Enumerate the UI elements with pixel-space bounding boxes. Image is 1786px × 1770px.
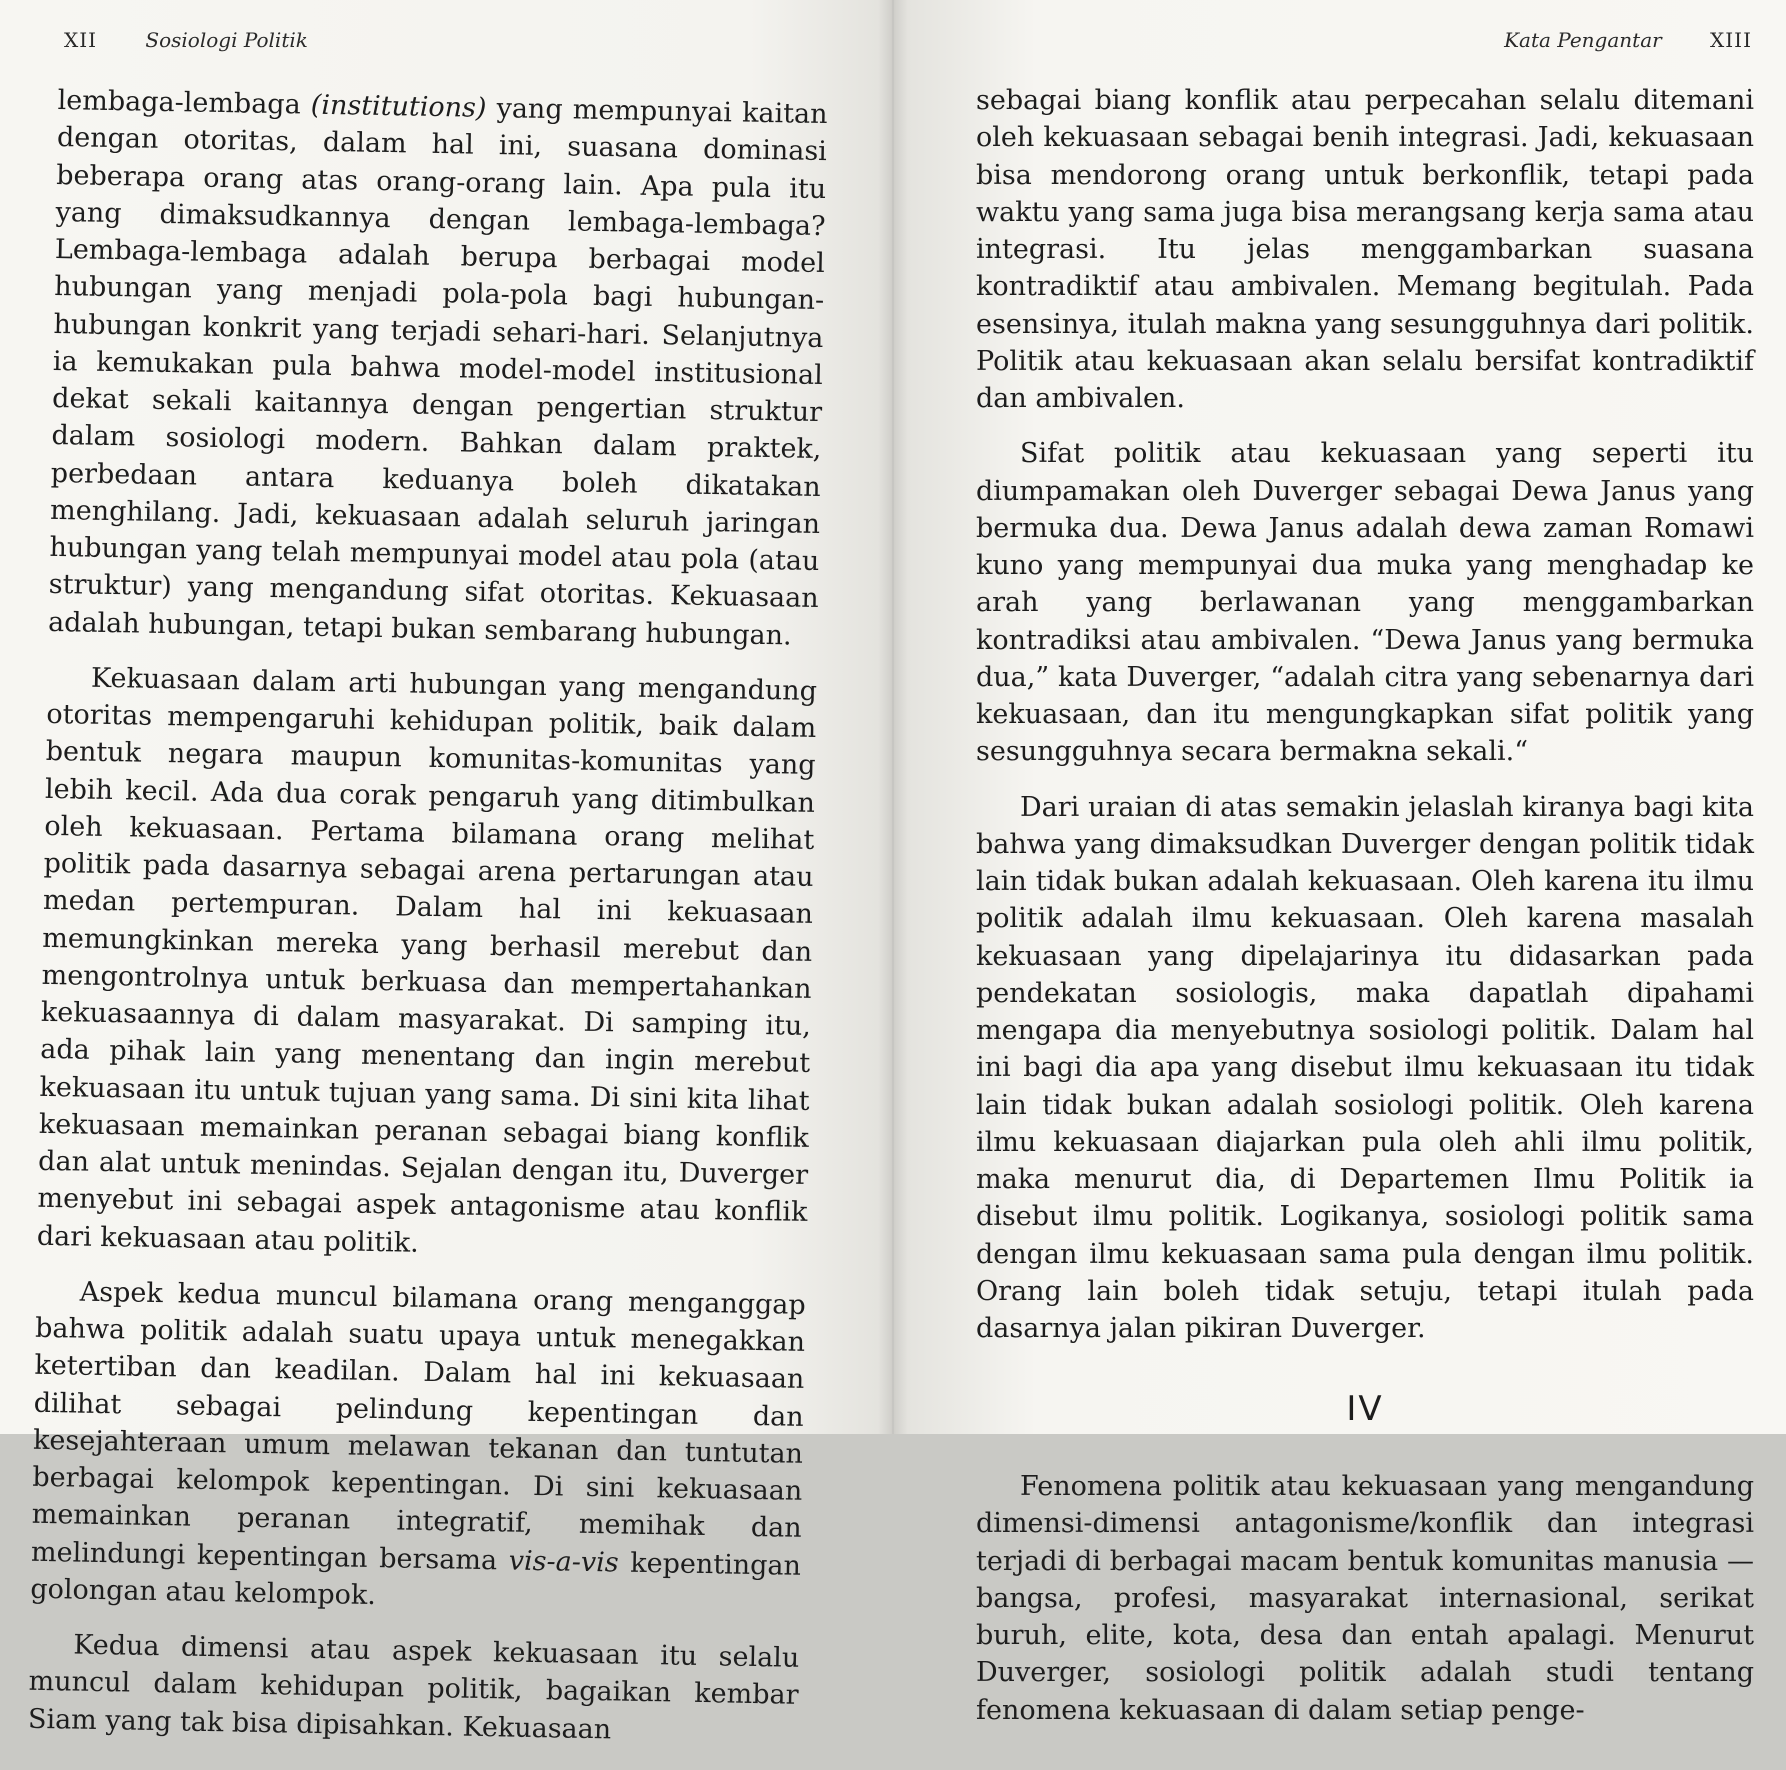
- right-paragraph-2: Sifat politik atau kekuasaan yang seperti itu diumpamakan oleh Duverger sebagai Dewa Janus yang bermuka dua. Dewa Janus adalah dewa zaman Romawi kuno yang mempunyai dua muka yang menghadap ke arah yang berlawanan yang menggambarkan kontradiksi atau ambivalen. “Dewa Janus yang bermuka dua,” kata Duverger, “adalah citra yang sebenarnya dari kekuasaan, dan itu mengungkapkan sifat politik yang sesungguhnya secara bermakna sekali.“: [976, 438, 1754, 768]
- left-paragraph-1-suffix: yang mempunyai kaitan dengan otoritas, dalam hal ini, suasana dominasi beberapa orang atas orang-orang lain. Apa pula itu yang dimaksudkannya dengan lembaga-lembaga? Lembaga-lembaga adalah berupa berbagai model hubungan yang menjadi pola-pola bagi hubungan-hubungan konkrit yang terjadi sehari-hari. Selanjutnya ia kemukakan pula bahwa model-model institusional dekat sekali kaitannya dengan pengertian struktur dalam sosiologi modern. Bahkan dalam praktek, perbedaan antara keduanya boleh dikatakan menghilang. Jadi, kekuasaan adalah seluruh jaringan hubungan yang telah mempunyai model atau pola (atau struktur) yang mengandung sifat otoritas. Kekuasaan adalah hubungan, tetapi bukan sembarang hubungan.: [47, 92, 828, 652]
- left-paragraph-3-prefix: Aspek kedua muncul bilamana orang menganggap bahwa politik adalah suatu upaya untuk menegakkan ketertiban dan keadilan. Dalam hal ini kekuasaan dilihat sebagai pelindung kepentingan dan kesejahteraan umum melawan tekanan dan tuntutan berbagai kelompok kepentingan. Di sini kekuasaan memainkan peranan integratif, memihak dan melindungi kepentingan bersama: [30, 1276, 806, 1577]
- left-paragraph-4: Kedua dimensi atau aspek kekuasaan itu selalu muncul dalam kehidupan politik, bagaikan kembar Siam yang tak bisa dipisahkan. Kekuasaan: [27, 1629, 800, 1745]
- right-page-number: XIII: [1710, 28, 1752, 52]
- right-page: [894, 0, 1786, 1726]
- left-paragraph-3-suffix: kepentingan golongan atau kelompok.: [30, 1547, 802, 1611]
- left-book-title: Sosiologi Politik: [145, 28, 308, 52]
- section-marker-iv: IV: [1346, 1389, 1384, 1430]
- right-chapter-title: Kata Pengantar: [1504, 28, 1662, 52]
- right-paragraph-1: sebagai biang konflik atau perpecahan selalu ditemani oleh kekuasaan sebagai benih integrasi. Jadi, kekuasaan bisa mendorong orang untuk berkonflik, tetapi pada waktu yang sama juga bisa merangsang kerja sama atau integrasi. Itu jelas menggambarkan suasana kontradiktif atau ambivalen. Memang begitulah. Pada esensinya, itulah makna yang sesungguhnya dari politik. Politik atau kekuasaan akan selalu bersifat kontradiktif dan ambivalen.: [976, 85, 1754, 414]
- left-paragraph-1: [48, 82, 828, 655]
- left-page-text: [27, 82, 828, 1770]
- left-paragraph-1-prefix: lembaga-lembaga: [57, 84, 312, 121]
- left-paragraph-3-italic-term: vis-a-vis: [508, 1545, 619, 1579]
- left-page-number: XII: [64, 28, 98, 52]
- right-page-header: [1504, 28, 1752, 52]
- left-page: [0, 0, 892, 1745]
- left-paragraph-3: [30, 1273, 806, 1622]
- right-page-text: [976, 82, 1754, 1747]
- left-paragraph-2: Kekuasaan dalam arti hubungan yang mengandung otoritas mempengaruhi kehidupan politik, baik dalam bentuk negara maupun komunitas-komunitas yang lebih kecil. Ada dua corak pengaruh yang ditimbulkan oleh kekuasaan. Pertama bilamana orang melihat politik pada dasarnya sebagai arena pertarungan atau medan pertempuran. Dalam hal ini kekuasaan memungkinkan mereka yang berhasil merebut dan mengontrolnya untuk berkuasa dan mempertahankan kekuasaannya di dalam masyarakat. Di samping itu, ada pihak lain yang menentang dan ingin merebut kekuasaan itu untuk tujuan yang sama. Di sini kita lihat kekuasaan memainkan peranan sebagai biang konflik dan alat untuk menindas. Sejalan dengan itu, Duverger menyebut ini sebagai aspek antagonisme atau konflik dari kekuasaan atau politik.: [36, 662, 818, 1259]
- right-paragraph-3: Dari uraian di atas semakin jelaslah kiranya bagi kita bahwa yang dimaksudkan Duverger dengan politik tidak lain tidak bukan adalah kekuasaan. Oleh karena itu ilmu politik adalah ilmu kekuasaan. Oleh karena masalah kekuasaan yang dipelajarinya itu didasarkan pada pendekatan sosiologis, maka dapatlah dipahami mengapa dia menyebutnya sosiologi politik. Dalam hal ini bagi dia apa yang disebut ilmu kekuasaan itu tidak lain tidak bukan adalah sosiologi politik. Oleh karena ilmu kekuasaan diajarkan pula oleh ahli ilmu politik, maka menurut dia, di Departemen Ilmu Politik ia disebut ilmu politik. Logikanya, sosiologi politik sama dengan ilmu kekuasaan sama pula dengan ilmu politik. Orang lain boleh tidak setuju, tetapi itulah pada dasarnya jalan pikiran Duverger.: [976, 791, 1754, 1344]
- left-page-header: [64, 28, 308, 52]
- right-section-paragraph: Fenomena politik atau kekuasaan yang mengandung dimensi-dimensi antagonisme/konflik dan integrasi terjadi di berbagai macam bentuk komunitas manusia — bangsa, profesi, masyarakat internasional, serikat buruh, elite, kota, desa dan entah apalagi. Menurut Duverger, sosiologi politik adalah studi tentang fenomena kekuasaan di dalam setiap penge-: [976, 1471, 1754, 1726]
- left-paragraph-1-italic-term: (institutions): [310, 89, 487, 124]
